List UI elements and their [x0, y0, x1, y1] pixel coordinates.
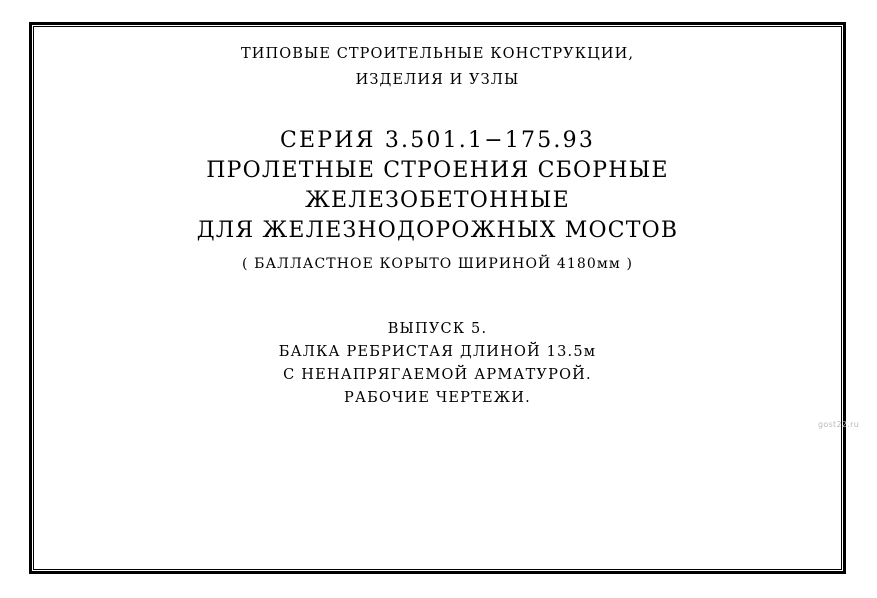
title-line-3: ДЛЯ ЖЕЛЕЗНОДОРОЖНЫХ МОСТОВ — [196, 218, 679, 243]
title-series: СЕРИЯ 3.501.1−175.93 — [279, 128, 596, 153]
document-header — [33, 41, 842, 93]
issue-line-4: РАБОЧИЕ ЧЕРТЕЖИ. — [344, 390, 531, 406]
issue-line-1: ВЫПУСК 5. — [387, 321, 488, 337]
document-issue-info — [33, 318, 842, 410]
title-line-2: ЖЕЛЕЗОБЕТОННЫЕ — [305, 188, 570, 213]
header-line-1: ТИПОВЫЕ СТРОИТЕЛЬНЫЕ КОНСТРУКЦИИ, — [240, 46, 635, 62]
issue-line-2: БАЛКА РЕБРИСТАЯ ДЛИНОЙ 13.5м — [278, 344, 597, 360]
issue-line-3: С НЕНАПРЯГАЕМОЙ АРМАТУРОЙ. — [283, 367, 592, 383]
page-content — [33, 26, 842, 570]
title-subtitle: ( БАЛЛАСТНОЕ КОРЫТО ШИРИНОЙ 4180мм ) — [241, 256, 634, 272]
watermark-text: gost22.ru — [818, 420, 860, 429]
title-line-1: ПРОЛЕТНЫЕ СТРОЕНИЯ СБОРНЫЕ — [206, 158, 669, 183]
document-title — [33, 126, 842, 278]
header-line-2: ИЗДЕЛИЯ И УЗЛЫ — [355, 72, 520, 88]
